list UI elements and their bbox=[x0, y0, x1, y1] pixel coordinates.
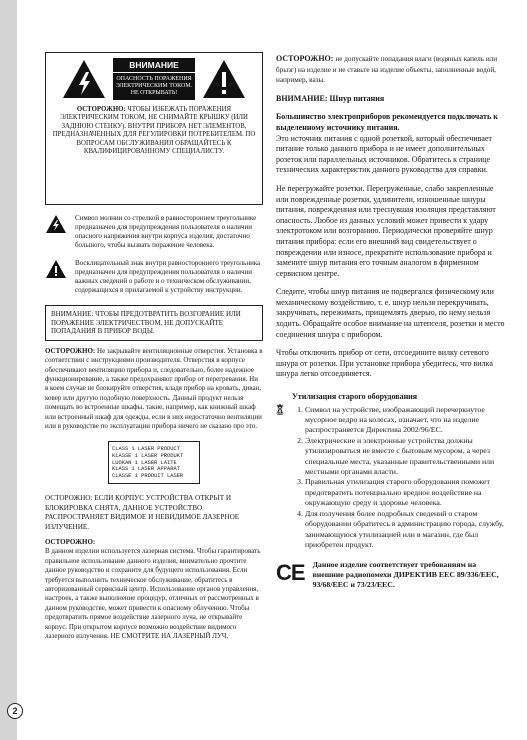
laser-label-line: KLASSE 1 LASER PRODUKT bbox=[112, 453, 184, 460]
ventilation-caution bbox=[45, 347, 263, 432]
laser-label-line: CLASS 1 LASER PRODUCT bbox=[112, 446, 180, 453]
power-cord-paragraph-1: Это источник питания с одной розеткой, который обеспечивает питание только данного прибора и не имеет дополнительных розеток или параллельных источников. Обратитесь к странице технических характеристик данного руководства для справки. bbox=[276, 133, 492, 175]
page-side-margin bbox=[0, 0, 17, 740]
list-item: 4. Для получения более подробных сведений о старом оборудовании обратитесь в администрацию города, службу, занимающуюся утилизацией или в магазин, где был приобретен продукт. bbox=[305, 509, 508, 551]
ce-compliance-text: Данное изделие соответствует требованиям на внешние радиопомехи ДИРЕКТИВ ЕЕС 89/336/ЕЕС, 93/68/ЕЕС и 73/23/ЕЕС. bbox=[312, 560, 499, 590]
power-cord-recommendation: Большинство электроприборов рекомендуется подключать к выделенному источнику питания. bbox=[276, 112, 498, 132]
laser-product-label bbox=[108, 441, 200, 484]
power-cord-paragraph-4: Чтобы отключить прибор от сети, отсоедините вилку сетевого шнура от розетки. При установке прибора убедитесь, что вилка шнура легко отсоединяется. bbox=[276, 348, 493, 379]
disposal-heading: Утилизация старого оборудования bbox=[291, 392, 418, 402]
lightning-triangle-icon bbox=[45, 214, 67, 234]
disposal-list bbox=[292, 405, 508, 551]
ce-mark-icon: CE bbox=[276, 560, 305, 586]
exclamation-symbol-explanation bbox=[45, 259, 263, 295]
lightning-symbol-explanation bbox=[45, 214, 263, 250]
exclamation-warning-icon bbox=[201, 58, 247, 100]
fire-warning-box: ВНИМАНИЕ: ЧТОБЫ ПРЕДОТВРАТИТЬ ВОЗГОРАНИЕ ИЛИ ПОРАЖЕНИЕ ЭЛЕКТРИЧЕСТВОМ, НЕ ДОПУСКАЙТЕ ПОПАДАНИЯ В ПРИБОР ВОДЫ. bbox=[45, 305, 263, 341]
power-cord-paragraph-2: Не перегружайте розетки. Перегруженные, слабо закрепленные или поврежденные розетки, удлинители, изношенные шнуры питания, поврежденная или треснувшая изоляция представляют опасность. Любое из данных условий может привести к удару электротоком или возгоранию. Периодически проверяйте шнур питания прибора: если его внешний вид свидетельствует о повреждении или износе, прекратите использование прибора и замените шнур питания его точным аналогом в фирменном сервисном центре. bbox=[276, 183, 496, 278]
ce-compliance bbox=[276, 560, 508, 590]
housing-laser-caution: ОСТОРОЖНО: ЕСЛИ КОРПУС УСТРОЙСТВА ОТКРЫТ И БЛОКИРОВКА СНЯТА, ДАННОЕ УСТРОЙСТВО РАСПРОСТРАНЯЕТ ВИДИМОЕ И НЕВИДИМОЕ ЛАЗЕРНОЕ ИЗЛУЧЕНИЕ. bbox=[45, 494, 240, 531]
power-cord-heading: ВНИМАНИЕ: Шнур питания bbox=[276, 93, 385, 103]
list-item: 3. Правильная утилизация старого оборудования поможет предотвратить потенциально вредное воздействие на окружающую среду и здоровье человека. bbox=[305, 477, 508, 508]
right-column bbox=[276, 54, 508, 590]
disposal-section bbox=[276, 392, 508, 550]
laser-label-line: KLASS 1 LASER APPARAT bbox=[112, 466, 180, 473]
lightning-warning-icon bbox=[61, 58, 107, 100]
laser-caution bbox=[45, 538, 263, 641]
ventilation-caution-label: ОСТОРОЖНО: bbox=[45, 346, 96, 355]
laser-label-line: CLASSE 1 PRODUIT LASER bbox=[112, 472, 184, 479]
vnimanie-subtitle: ОПАСНОСТЬ ПОРАЖЕНИЯ ЭЛЕКТРИЧЕСКИМ ТОКОМ. НЕ ОТКРЫВАТЬ! bbox=[115, 76, 193, 96]
warning-header bbox=[52, 58, 256, 100]
crossed-out-bin-icon bbox=[276, 392, 284, 426]
disposal-content bbox=[292, 392, 508, 550]
electric-shock-warning-box bbox=[45, 52, 263, 205]
laser-label-line: LUOKAN 1 LASER LAITE bbox=[112, 459, 177, 466]
shock-caution-text bbox=[52, 106, 256, 156]
moisture-caution-label: ОСТОРОЖНО: bbox=[276, 54, 334, 63]
exclamation-symbol-text: Восклицательный знак внутри равностороннего треугольника предназначен для предупреждения пользователя о наличии важных сведений о работе и о техническом обслуживании, содержащихся в прилагаемой к устройству инструкции. bbox=[75, 259, 261, 294]
shock-caution-label: ОСТОРОЖНО: bbox=[76, 106, 126, 113]
list-item: 1. Символ на устройстве, изображающий перечеркнутое мусорное ведро на колесах, означает, что на изделие распространяется Директива 2002/96/EC. bbox=[305, 405, 508, 436]
laser-caution-text: В данном изделии используется лазерная система. Чтобы гарантировать правильное использование данного изделия, внимательно прочтите данное руководство и сохраните для будущего использования. Если требуется выполнить техническое обслуживание, обратитесь в авторизованный сервисный центр. Использование органов управления, настроек, а также выполнение процедур, отличных от рассмотренных в данном руководстве, может привести к опасному облучению. Чтобы предотвратить прямое воздействие лазерного луча, не открывайте корпус. При открытом корпусе возможно воздействие видимого лазерного излучения. НЕ СМОТРИТЕ НА ЛАЗЕРНЫЙ ЛУЧ. bbox=[45, 547, 261, 641]
page-number: 2 bbox=[7, 703, 23, 719]
list-item: 2. Электрические и электронные устройства должны утилизироваться не вместе с бытовым мусором, а через специальные места, указанные правительственными или местными органами власти. bbox=[305, 436, 508, 478]
vnimanie-label bbox=[113, 58, 195, 100]
moisture-caution-text: не допускайте попадания влаги (водяных капель или брызг) на изделие и не ставьте на изделие объекты, заполненные водой, например, вазы. bbox=[276, 55, 498, 85]
vnimanie-title: ВНИМАНИЕ bbox=[113, 58, 195, 73]
laser-caution-label: ОСТОРОЖНО: bbox=[45, 538, 96, 547]
left-column bbox=[45, 52, 263, 642]
lightning-symbol-text: Символ молнии со стрелкой в равностороннем треугольнике предназначен для предупреждения пользователя о наличии опасного напряжения внутри корпуса изделия, достаточно большого, чтобы вызвать поражение человека. bbox=[75, 214, 257, 249]
ventilation-caution-text: Не закрывайте вентиляционные отверстия. Установка в соответствии с инструкциями производителя. Отверстия в корпусе обеспечивают вентиляцию прибора и, следовательно, более надежное функционирование, а также предохраняют прибор от перегревания. Ни в коем случае не блокируйте отверстия, кладя прибор на кровать, диван, ковер или другую подобную поверхность. Данный продукт нельзя помещать во встроенные шкафы, такие, например, как книжный шкаф или встроенный шкаф для одежды, если в них недостаточно вентиляции или в руководстве по эксплуатации прибора ничего не сказано про это. bbox=[45, 346, 263, 431]
power-cord-paragraph-3: Следите, чтобы шнур питания не подвергался физическому или механическому воздействию, т. е. шнур нельзя перекручивать, закручивать, пережимать, прищемлять дверью, по нему нельзя ходить. Обращайте особое внимание на штепселя, розетки и место соединения шнура с прибором. bbox=[276, 287, 505, 339]
shock-caution-body: ЧТОБЫ ИЗБЕЖАТЬ ПОРАЖЕНИЯ ЭЛЕКТРИЧЕСКИМ ТОКОМ, НЕ СНИМАЙТЕ КРЫШКУ (ИЛИ ЗАДНЮЮ СТЕНКУ). ВНУТРИ ПРИБОРА НЕТ ЭЛЕМЕНТОВ, ПРЕДНАЗНАЧЕННЫХ ДЛЯ РЕГУЛИРОВКИ ПОТРЕБИТЕЛЕМ. ПО ВОПРОСАМ ОБСЛУЖИВАНИЯ ОБРАЩАЙТЕСЬ К КВАЛИФИЦИРОВАННОМУ СПЕЦИАЛИСТУ. bbox=[52, 106, 256, 156]
exclamation-triangle-icon bbox=[45, 259, 67, 279]
moisture-caution bbox=[276, 54, 508, 86]
